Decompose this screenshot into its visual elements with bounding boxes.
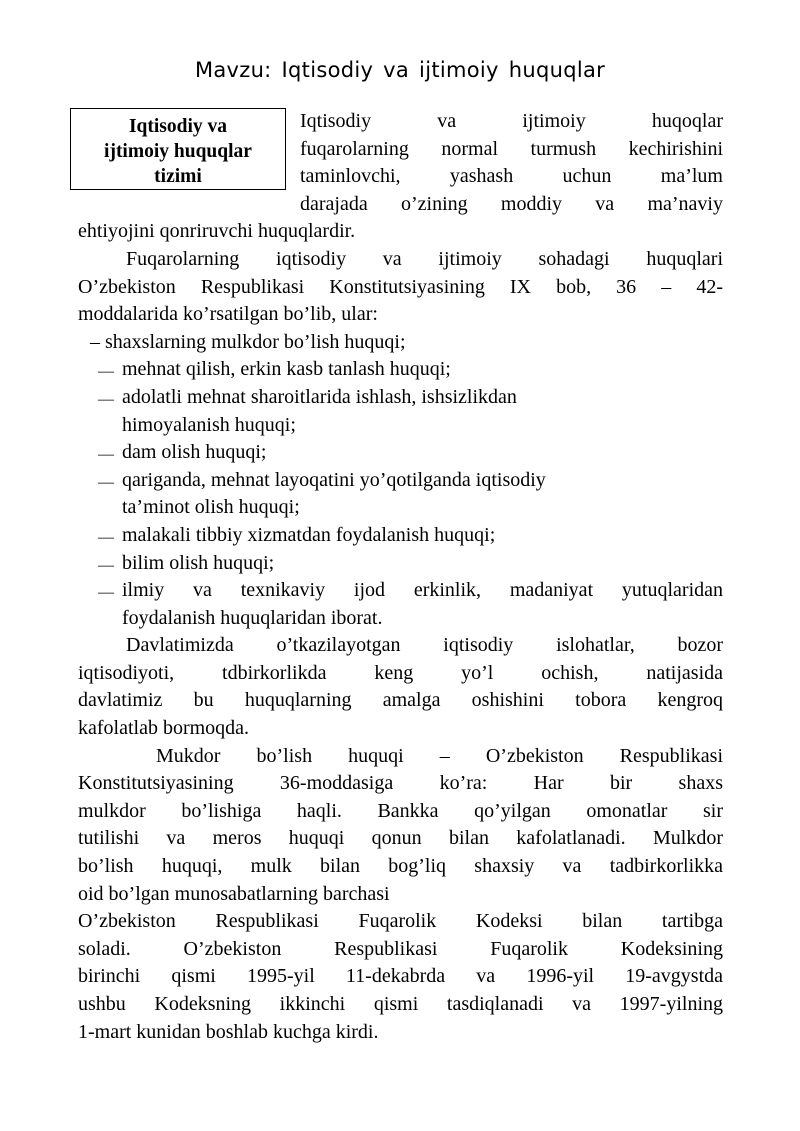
paragraph-line: Fuqarolarning iqtisodiy va ijtimoiy sohadagi huquqlari xyxy=(126,247,723,270)
page-title: Mavzu: Iqtisodiy va ijtimoiy huquqlar xyxy=(194,58,606,82)
box-heading-line: Iqtisodiy va xyxy=(128,116,228,137)
list-item-text: malakali tibbiy xizmatdan foydalanish huquqi; xyxy=(122,523,496,546)
dash-bullet: — xyxy=(98,584,114,602)
dash-bullet: — xyxy=(98,556,114,574)
paragraph-line: davlatimiz bu huquqlarning amalga oshishini tobora kengroq xyxy=(78,689,723,712)
list-item-text: ilmiy va texnikaviy ijod erkinlik, madaniyat yutuqlaridan xyxy=(122,579,723,602)
paragraph-line: O’zbekiston Respublikasi Fuqarolik Kodeksi bilan tartibga xyxy=(78,910,723,933)
paragraph-line: mulkdor bo’lishiga haqli. Bankka qo’yilgan omonatlar sir xyxy=(78,799,723,822)
intro-line: ehtiyojini qonriruvchi huquqlardir. xyxy=(78,220,356,243)
list-item-text: bilim olish huquqi; xyxy=(122,551,275,574)
intro-line: Iqtisodiy va ijtimoiy huqoqlar xyxy=(300,110,723,132)
list-item-continuation: foydalanish huquqlaridan iborat. xyxy=(122,606,383,629)
list-item-text: adolatli mehnat sharoitlarida ishlash, ishsizlikdan xyxy=(122,385,517,408)
paragraph-line: birinchi qismi 1995-yil 11-dekabrda va 1996-yil 19-avgystda xyxy=(78,965,723,988)
paragraph-line: O’zbekiston Respublikasi Konstitutsiyasining IX bob, 36 – 42- xyxy=(78,275,723,298)
paragraph-line: Mukdor bo’lish huquqi – O’zbekiston Respublikasi xyxy=(156,744,723,767)
paragraph-line: ushbu Kodeksning ikkinchi qismi tasdiqlanadi va 1997-yilning xyxy=(78,993,723,1015)
paragraph-line: soladi. O’zbekiston Respublikasi Fuqarolik Kodeksining xyxy=(78,937,723,960)
document-body xyxy=(78,108,723,1046)
paragraph-line: iqtisodiyoti, tdbirkorlikda keng yo’l ochish, natijasida xyxy=(78,661,723,684)
list-item xyxy=(78,550,723,578)
paragraph-line: 1-mart kunidan boshlab kuchga kirdi. xyxy=(78,1020,379,1043)
dash-bullet: — xyxy=(98,390,114,408)
intro-line: taminlovchi, yashash uchun ma’lum xyxy=(300,165,723,188)
list-item xyxy=(78,384,723,412)
paragraph-line: bo’lish huquqi, mulk bilan bog’liq shaxsiy va tadbirkorlikka xyxy=(78,855,723,878)
paragraph-line: tutilishi va meros huquqi qonun bilan kafolatlanadi. Mulkdor xyxy=(78,827,723,850)
dash-bullet: — xyxy=(98,363,114,381)
list-item-text: mehnat qilish, erkin kasb tanlash huquqi; xyxy=(122,358,451,381)
paragraph-line: Davlatimizda o’tkazilayotgan iqtisodiy islohatlar, bozor xyxy=(126,634,723,657)
dash-bullet: — xyxy=(98,473,114,491)
intro-line: fuqarolarning normal turmush kechirishini xyxy=(300,137,723,160)
list-item-continuation: ta’minot olish huquqi; xyxy=(122,496,300,519)
list-item xyxy=(78,467,723,495)
list-item-continuation: himoyalanish huquqi; xyxy=(122,413,296,436)
list-item-text: qariganda, mehnat layoqatini yo’qotilganda iqtisodiy xyxy=(122,468,546,491)
box-heading-line: tizimi xyxy=(154,166,202,187)
paragraph-line: Konstitutsiyasining 36-moddasiga ko’ra: Har bir shaxs xyxy=(78,772,723,795)
list-item xyxy=(78,356,723,384)
paragraph-line: kafolatlab bormoqda. xyxy=(78,717,250,740)
paragraph-line: moddalarida ko’rsatilgan bo’lib, ular: xyxy=(78,303,378,326)
list-item xyxy=(78,522,723,550)
list-item-text: dam olish huquqi; xyxy=(122,441,267,464)
list-item xyxy=(78,577,723,605)
dash-bullet: — xyxy=(98,528,114,546)
intro-line: darajada o’zining moddiy va ma’naviy xyxy=(300,192,723,215)
dash-bullet: — xyxy=(98,446,114,464)
list-item xyxy=(78,439,723,467)
box-heading-line: ijtimoiy huquqlar xyxy=(104,141,252,162)
list-item: – shaxslarning mulkdor bo’lish huquqi; xyxy=(90,330,406,353)
paragraph-line: oid bo’lgan munosabatlarning barchasi xyxy=(78,882,390,905)
